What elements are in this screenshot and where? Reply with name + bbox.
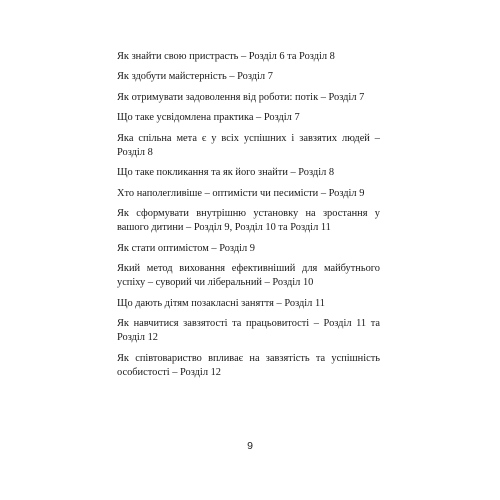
toc-list xyxy=(117,50,380,386)
toc-item: Яка спільна мета є у всіх успішних і завзятих людей – Розділ 8 xyxy=(117,132,380,158)
toc-item: Як знайти свою пристрасть – Розділ 6 та Розділ 8 xyxy=(117,51,335,62)
toc-item: Хто наполегливіше – оптимісти чи песимісти – Розділ 9 xyxy=(117,187,365,199)
toc-item: Як навчитися завзятості та працьовитості – Розділ 11 та Розділ 12 xyxy=(117,317,380,344)
toc-item: Як здобути майстерність – Розділ 7 xyxy=(117,71,273,83)
toc-item: Що дають дітям позакласні заняття – Розділ 11 xyxy=(117,297,325,309)
toc-item: Як отримувати задоволення від роботи: потік – Розділ 7 xyxy=(117,91,365,103)
toc-item: Що таке усвідомлена практика – Розділ 7 xyxy=(117,112,300,124)
toc-item: Як співтовариство впливає на завзятість та успішність особистості – Розділ 12 xyxy=(117,352,380,378)
toc-item: Який метод виховання ефективніший для майбутнього успіху – суворий чи ліберальний – Розділ 10 xyxy=(117,262,380,289)
toc-item: Як стати оптимістом – Розділ 9 xyxy=(117,242,255,254)
page-number: 9 xyxy=(247,440,253,452)
toc-item: Як сформувати внутрішню установку на зростання у вашого дитини – Розділ 9, Розділ 10 та Розділ 11 xyxy=(117,207,380,234)
toc-item: Що таке покликання та як його знайти – Розділ 8 xyxy=(117,167,335,179)
